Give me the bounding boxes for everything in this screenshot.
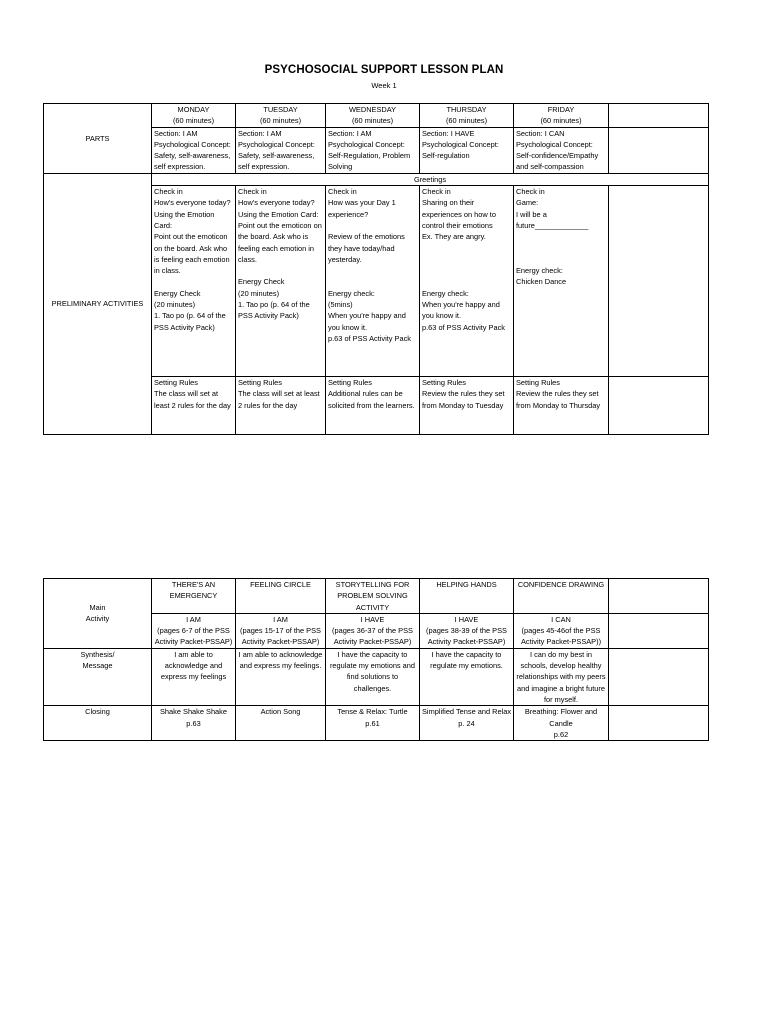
empty-cell — [609, 579, 709, 614]
lesson-plan-table-week — [43, 103, 709, 435]
rules-cell-wednesday: Setting Rules Additional rules can be solicited from the learners. — [326, 377, 420, 435]
closing-thursday: Simplified Tense and Relax p. 24 — [420, 706, 514, 741]
activity-title-monday: THERE'S AN EMERGENCY — [152, 579, 236, 614]
day-header-friday — [514, 104, 609, 128]
day-name: FRIDAY — [547, 105, 575, 114]
empty-cell — [609, 104, 709, 128]
rules-cell-tuesday: Setting Rules The class will set at least 2 rules for the day — [236, 377, 326, 435]
synthesis-thursday: I have the capacity to regulate my emotions. — [420, 648, 514, 705]
page-title: PSYCHOSOCIAL SUPPORT LESSON PLAN — [264, 64, 504, 76]
closing-wednesday: Tense & Relax: Turtle p.61 — [326, 706, 420, 741]
synthesis-friday: I can do my best in schools, develop healthy relationships with my peers and imagine a bright future for myself. — [514, 648, 609, 705]
day-duration: (60 minutes) — [445, 116, 488, 126]
section-cell-tuesday: Section: I AM Psychological Concept: Safety, self-awareness, self expression. — [236, 127, 326, 173]
day-header-tuesday — [236, 104, 326, 128]
day-header-wednesday — [326, 104, 420, 128]
activity-title-tuesday: FEELING CIRCLE — [236, 579, 326, 614]
empty-cell — [609, 648, 709, 705]
checkin-cell-friday: Check in Game: I will be a future_____________ Energy check: Chicken Dance — [514, 186, 609, 377]
rules-cell-friday: Setting Rules Review the rules they set from Monday to Thursday — [514, 377, 609, 435]
day-duration: (60 minutes) — [172, 116, 215, 126]
day-header-thursday — [420, 104, 514, 128]
checkin-cell-thursday: Check in Sharing on their experiences on how to control their emotions Ex. They are angry. Energy check: When you're happy and you know it. p.63 of PSS Activity Pack — [420, 186, 514, 377]
empty-cell — [609, 377, 709, 435]
closing-label: Closing — [44, 706, 152, 741]
synthesis-row — [44, 648, 709, 705]
empty-cell — [609, 127, 709, 173]
greetings-cell: Greetings — [152, 173, 709, 185]
closing-row — [44, 706, 709, 741]
lesson-plan-table-activities — [43, 578, 709, 741]
main-ref-wednesday: I HAVE (pages 36-37 of the PSS Activity Packet-PSSAP) — [326, 613, 420, 648]
page-subtitle: Week 1 — [371, 81, 397, 90]
activity-title-thursday: HELPING HANDS — [420, 579, 514, 614]
synthesis-monday: I am able to acknowledge and express my feelings — [152, 648, 236, 705]
day-duration: (60 minutes) — [351, 116, 394, 126]
day-name: TUESDAY — [263, 105, 298, 114]
activity-titles-row — [44, 579, 709, 614]
main-ref-monday: I AM (pages 6-7 of the PSS Activity Packet-PSSAP) — [152, 613, 236, 648]
day-name: WEDNESDAY — [348, 105, 397, 114]
closing-tuesday: Action Song — [236, 706, 326, 741]
rules-cell-monday: Setting Rules The class will set at least 2 rules for the day — [152, 377, 236, 435]
main-ref-thursday: I HAVE (pages 38-39 of the PSS Activity Packet-PSSAP) — [420, 613, 514, 648]
closing-monday: Shake Shake Shake p.63 — [152, 706, 236, 741]
day-name: THURSDAY — [446, 105, 487, 114]
empty-cell — [609, 706, 709, 741]
checkin-cell-wednesday: Check in How was your Day 1 experience? Review of the emotions they have today/had yesterday. Energy check: (5mins) When you're happy and you know it. p.63 of PSS Activity Pack — [326, 186, 420, 377]
checkin-cell-tuesday: Check in How's everyone today? Using the Emotion Card: Point out the emoticon on the board. Ask who is feeling each emotion in class. Energy Check (20 minutes) 1. Tao po (p. 64 of the PSS Activity Pack) — [236, 186, 326, 377]
main-ref-friday: I CAN (pages 45-46of the PSS Activity Packet-PSSAP)) — [514, 613, 609, 648]
activity-title-wednesday: STORYTELLING FOR PROBLEM SOLVING ACTIVITY — [326, 579, 420, 614]
days-header-row — [44, 104, 709, 128]
section-cell-thursday: Section: I HAVE Psychological Concept: Self-regulation — [420, 127, 514, 173]
synthesis-label: Synthesis/ Message — [44, 648, 152, 705]
activity-title-friday: CONFIDENCE DRAWING — [514, 579, 609, 614]
day-name: MONDAY — [177, 105, 210, 114]
empty-cell — [609, 613, 709, 648]
empty-cell — [609, 186, 709, 377]
closing-friday: Breathing: Flower and Candle p.62 — [514, 706, 609, 741]
main-ref-tuesday: I AM (pages 15-17 of the PSS Activity Packet-PSSAP) — [236, 613, 326, 648]
preliminary-activities-label: PRELIMINARY ACTIVITIES — [44, 173, 152, 434]
main-activity-label: Main Activity — [44, 579, 152, 649]
section-cell-wednesday: Section: I AM Psychological Concept: Self-Regulation, Problem Solving — [326, 127, 420, 173]
rules-cell-thursday: Setting Rules Review the rules they set from Monday to Tuesday — [420, 377, 514, 435]
checkin-cell-monday: Check in How's everyone today? Using the Emotion Card: Point out the emoticon on the board. Ask who is feeling each emotion in class. Energy Check (20 minutes) 1. Tao po (p. 64 of the PSS Activity Pack) — [152, 186, 236, 377]
greetings-row — [44, 173, 709, 185]
section-cell-friday: Section: I CAN Psychological Concept: Self-confidence/Empathy and self-compassion — [514, 127, 609, 173]
day-duration: (60 minutes) — [259, 116, 302, 126]
day-header-monday — [152, 104, 236, 128]
section-cell-monday: Section: I AM Psychological Concept: Safety, self-awareness, self expression. — [152, 127, 236, 173]
synthesis-wednesday: I have the capacity to regulate my emotions and find solutions to challenges. — [326, 648, 420, 705]
synthesis-tuesday: I am able to acknowledge and express my feelings. — [236, 648, 326, 705]
parts-label: PARTS — [44, 104, 152, 174]
day-duration: (60 minutes) — [540, 116, 582, 126]
